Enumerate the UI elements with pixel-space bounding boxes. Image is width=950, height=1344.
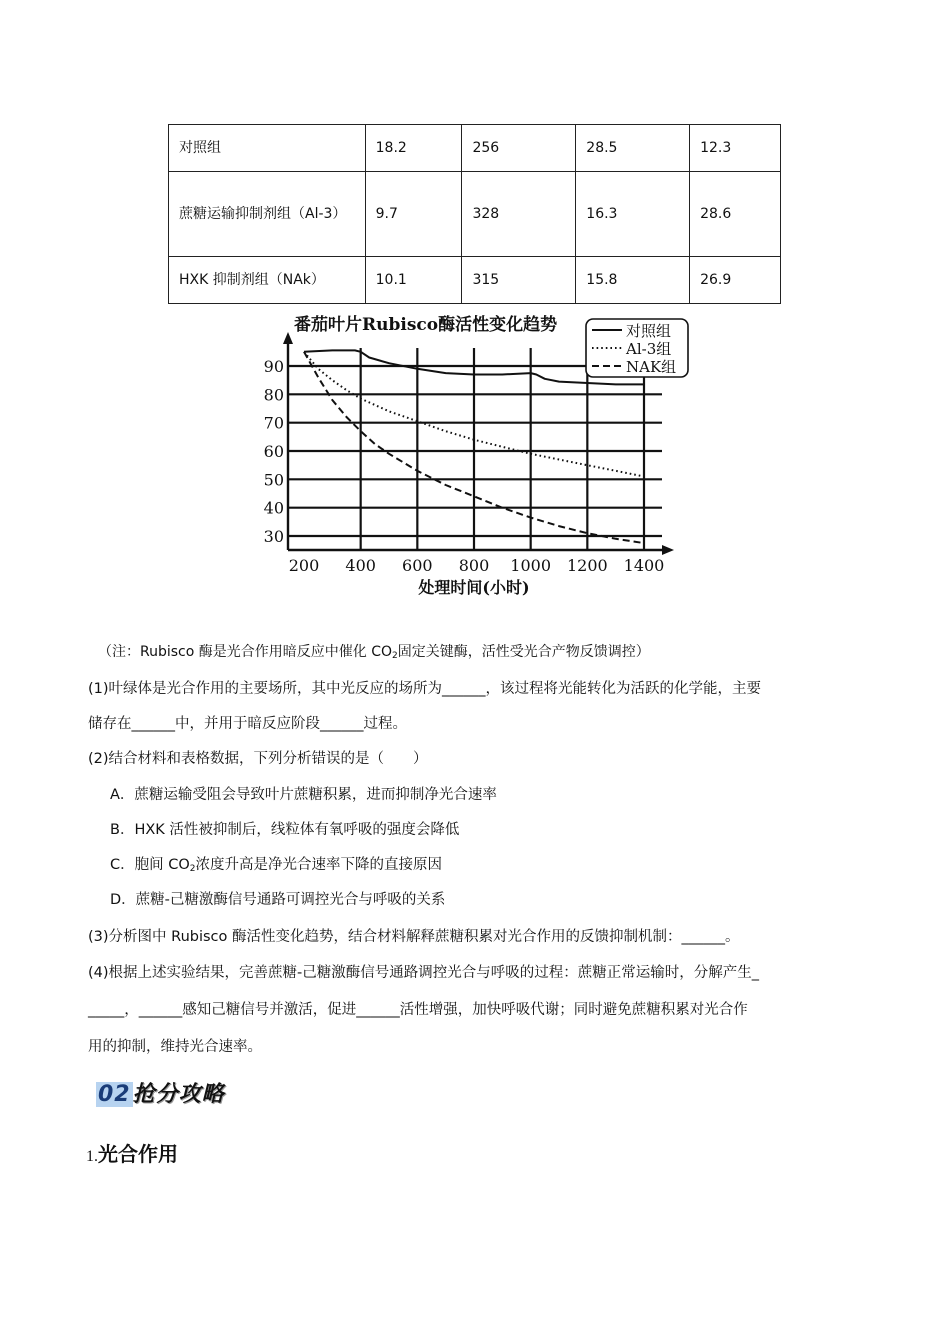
legend-label: NAK组	[626, 358, 677, 376]
table-cell: 328	[462, 172, 576, 257]
option-d: D．蔗糖-己糖激酶信号通路可调控光合与呼吸的关系	[110, 892, 446, 908]
table-cell: HXK 抑制剂组（NAk）	[169, 257, 366, 304]
x-axis-label: 处理时间(小时)	[418, 578, 530, 597]
question-3: (3)分析图中 Rubisco 酶活性变化趋势，结合材料解释蔗糖积累对光合作用的反馈抑制机制：______。	[88, 929, 740, 945]
question-4-line: _____，______感知己糖信号并激活，促进______活性增强，加快呼吸代谢；同时避免蔗糖积累对光合作	[88, 1002, 748, 1018]
table-cell: 18.2	[365, 125, 462, 172]
option-c	[110, 848, 442, 887]
chart-title: 番茄叶片Rubisco酶活性变化趋势	[294, 315, 558, 335]
y-tick-label: 50	[263, 470, 284, 490]
table-cell: 10.1	[365, 257, 462, 304]
subsection-heading	[86, 1138, 178, 1167]
x-tick-label: 1000	[510, 556, 552, 575]
x-tick-label: 600	[402, 556, 433, 575]
section-number: 02	[98, 1082, 131, 1107]
x-tick-label: 800	[458, 556, 490, 575]
y-tick-label: 30	[263, 527, 284, 546]
option-a: A．蔗糖运输受阻会导致叶片蔗糖积累，进而抑制净光合速率	[110, 787, 497, 803]
question-1-line: (1)叶绿体是光合作用的主要场所，其中光反应的场所为______，该过程将光能转化为活跃的化学能，主要	[88, 681, 762, 697]
question-4-line: 用的抑制，维持光合速率。	[88, 1039, 262, 1055]
option-c-subscript: 2	[189, 864, 196, 874]
table-row	[169, 172, 781, 257]
y-axis-arrow-icon	[283, 332, 293, 344]
data-table	[168, 124, 781, 304]
subsection-title: 光合作用	[98, 1142, 178, 1166]
option-b: B．HXK 活性被抑制后，线粒体有氧呼吸的强度会降低	[110, 822, 460, 838]
x-axis-arrow-icon	[662, 545, 674, 555]
legend-label: Al-3组	[626, 340, 672, 358]
table-cell: 对照组	[169, 125, 366, 172]
table-row	[169, 125, 781, 172]
x-tick-label: 1200	[566, 556, 608, 575]
x-tick-label: 400	[345, 556, 376, 575]
y-tick-label: 40	[263, 498, 284, 518]
y-tick-label: 80	[263, 385, 284, 405]
question-1-line: 储存在______中，并用于暗反应阶段______过程。	[88, 716, 407, 732]
table-cell: 9.7	[365, 172, 462, 257]
table-cell: 16.3	[576, 172, 690, 257]
note-subscript: 2	[392, 651, 398, 661]
note-text: （注：Rubisco 酶是光合作用暗反应中催化 CO	[98, 644, 392, 660]
section-title: 抢分攻略	[132, 1082, 225, 1107]
rubisco-activity-chart	[250, 308, 690, 600]
question-4-line: (4)根据上述实验结果，完善蔗糖-己糖激酶信号通路调控光合与呼吸的过程：蔗糖正常运输时，分解产生_	[88, 965, 760, 981]
table-cell: 256	[462, 125, 576, 172]
y-tick-label: 90	[263, 357, 284, 376]
section-heading	[96, 1077, 225, 1108]
legend-label: 对照组	[626, 322, 672, 340]
table-cell: 315	[462, 257, 576, 304]
question-2-stem: (2)结合材料和表格数据，下列分析错误的是（ ）	[88, 751, 428, 767]
chart-note	[98, 640, 650, 668]
table-cell: 28.5	[576, 125, 690, 172]
table-row	[169, 257, 781, 304]
x-tick-label: 200	[288, 556, 320, 575]
table-cell: 12.3	[690, 125, 781, 172]
table-cell: 26.9	[690, 257, 781, 304]
option-c-text: 浓度升高是净光合速率下降的直接原因	[195, 857, 443, 873]
x-tick-label: 1400	[623, 556, 665, 575]
table-cell: 28.6	[690, 172, 781, 257]
option-c-text: C．胞间 CO	[110, 857, 190, 873]
subsection-index: 1.	[86, 1148, 98, 1165]
table-cell: 蔗糖运输抑制剂组（Al-3）	[169, 172, 366, 257]
y-tick-label: 60	[263, 442, 284, 461]
y-tick-label: 70	[263, 413, 284, 433]
table-cell: 15.8	[576, 257, 690, 304]
note-text: 固定关键酶，活性受光合产物反馈调控）	[397, 644, 650, 660]
